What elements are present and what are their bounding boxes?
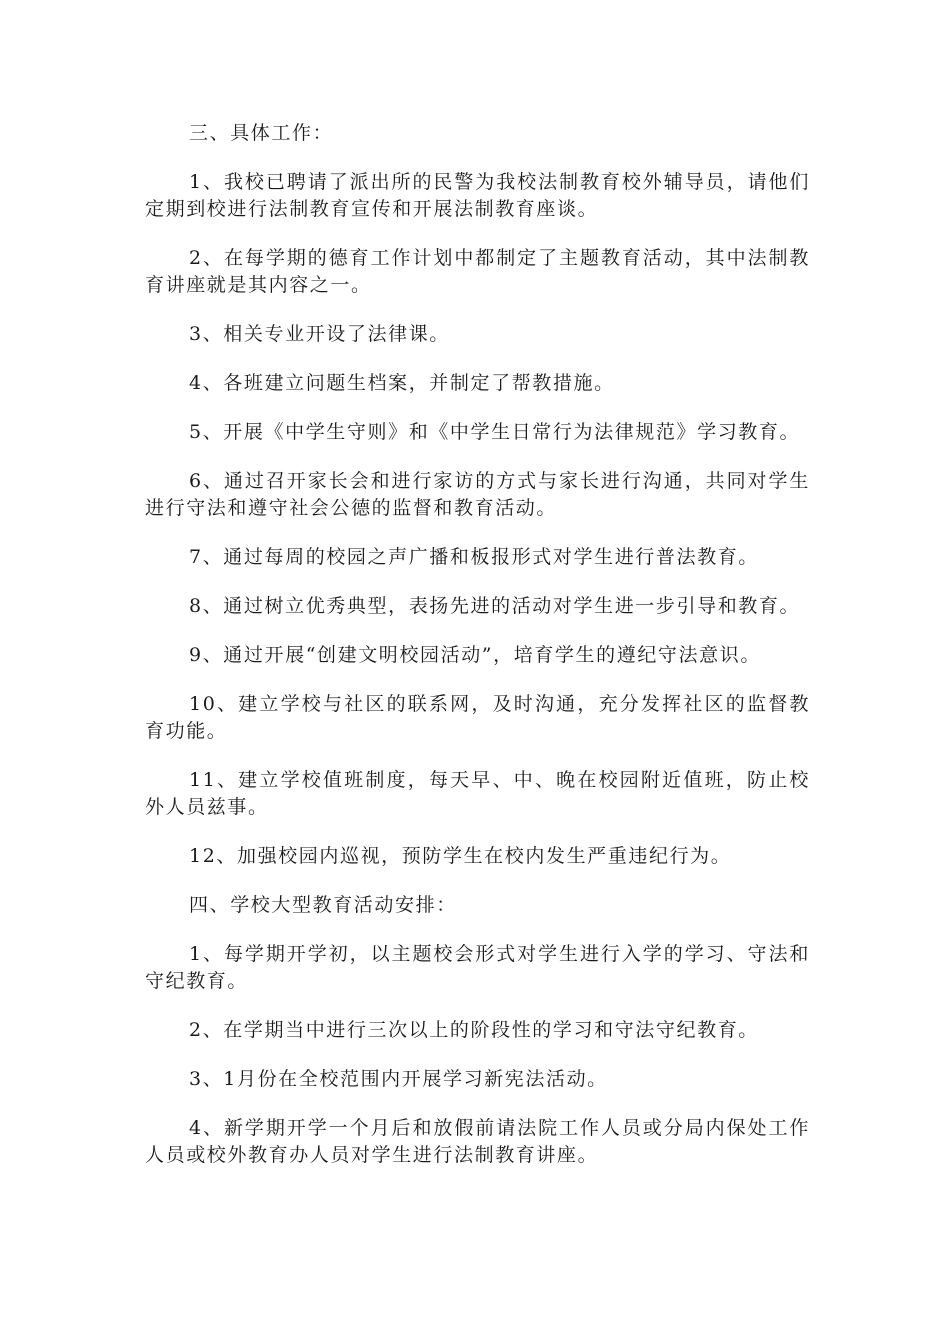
work-item-9: 9、通过开展“创建文明校园活动”，培育学生的遵纪守法意识。 xyxy=(189,644,761,666)
section-heading-major-activities: 四、学校大型教育活动安排： xyxy=(189,894,457,916)
work-item-6: 6、通过召开家长会和进行家访的方式与家长进行沟通，共同对学生进行守法和遵守社会公德的监督和教育活动。 xyxy=(145,470,810,519)
work-item-1: 1、我校已聘请了派出所的民警为我校法制教育校外辅导员，请他们定期到校进行法制教育宣传和开展法制教育座谈。 xyxy=(145,171,810,220)
work-item-5: 5、开展《中学生守则》和《中学生日常行为法律规范》学习教育。 xyxy=(189,421,801,443)
activity-item-4: 4、新学期开学一个月后和放假前请法院工作人员或分局内保处工作人员或校外教育办人员对学生进行法制教育讲座。 xyxy=(145,1117,810,1166)
work-item-11: 11、建立学校值班制度，每天早、中、晚在校园附近值班，防止校外人员兹事。 xyxy=(145,769,810,818)
work-item-12: 12、加强校园内巡视，预防学生在校内发生严重违纪行为。 xyxy=(189,845,732,867)
activity-item-3: 3、1月份在全校范围内开展学习新宪法活动。 xyxy=(189,1068,608,1090)
document-body xyxy=(145,120,810,1191)
work-item-4: 4、各班建立问题生档案，并制定了帮教措施。 xyxy=(189,372,615,394)
section-heading-specific-work: 三、具体工作： xyxy=(189,122,334,144)
work-item-7: 7、通过每周的校园之声广播和板报形式对学生进行普法教育。 xyxy=(189,546,759,568)
work-item-3: 3、相关专业开设了法律课。 xyxy=(189,323,450,345)
work-item-10: 10、建立学校与社区的联系网，及时沟通，充分发挥社区的监督教育功能。 xyxy=(145,693,810,742)
activity-item-2: 2、在学期当中进行三次以上的阶段性的学习和守法守纪教育。 xyxy=(189,1019,759,1041)
work-item-8: 8、通过树立优秀典型，表扬先进的活动对学生进一步引导和教育。 xyxy=(189,595,801,617)
work-item-2: 2、在每学期的德育工作计划中都制定了主题教育活动，其中法制教育讲座就是其内容之一。 xyxy=(145,247,810,296)
activity-item-1: 1、每学期开学初，以主题校会形式对学生进行入学的学习、守法和守纪教育。 xyxy=(145,943,810,992)
